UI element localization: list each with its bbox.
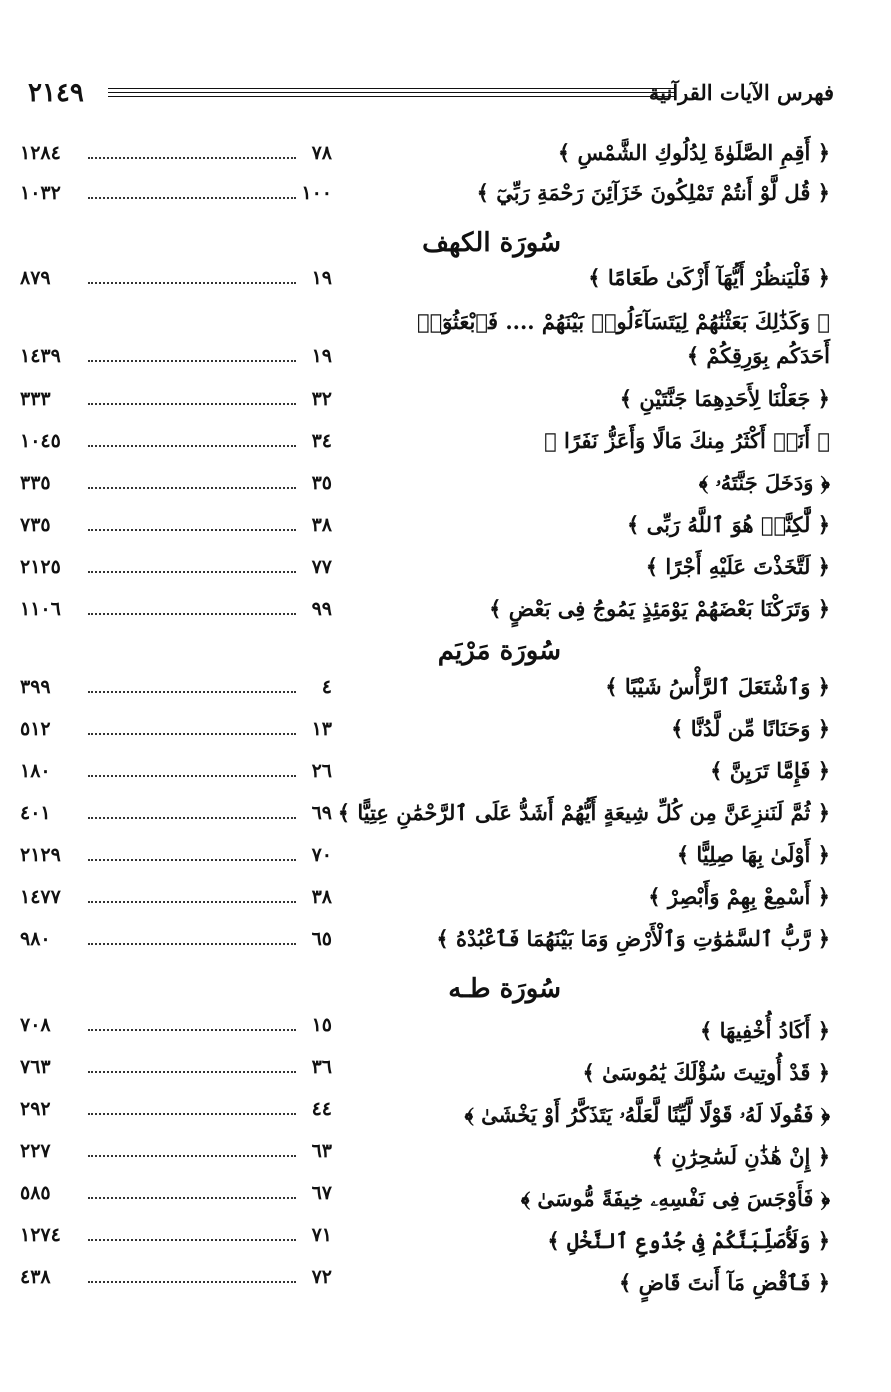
verse-text: ﴿ وَتَرَكْنَا بَعْضَهُمْ يَوْمَئِذٍ يَمُوجُ فِى بَعْضٍ ﴾ bbox=[489, 596, 830, 621]
verse-text: ﴿ فَٱقْضِ مَآ أَنتَ قَاضٍ ﴾ bbox=[618, 1270, 830, 1295]
index-row bbox=[20, 1220, 830, 1253]
verse-text: ﴿ رَّبُّ ٱلسَّمَٰوَٰتِ وَٱلْأَرْضِ وَمَا بَيْنَهُمَا فَٱعْبُدْهُ ﴾ bbox=[436, 926, 830, 951]
verse-text: ﴿ إِنْ هَٰذَٰنِ لَسَٰحِرَٰنِ ﴾ bbox=[651, 1144, 830, 1169]
leader-dots bbox=[88, 859, 296, 861]
ayah-number: ٣٢ bbox=[311, 388, 332, 410]
index-row bbox=[20, 384, 830, 414]
ayah-number: ٦٩ bbox=[311, 802, 332, 824]
verse-text: ﴿ أَنَا۠ أَكْثَرُ مِنكَ مَالًا وَأَعَزُّ نَفَرًا ﴾ bbox=[544, 428, 830, 453]
leader-dots bbox=[88, 1239, 296, 1241]
verse-text: ﴿ أَكَادُ أُخْفِيهَا ﴾ bbox=[700, 1018, 830, 1043]
header-rule bbox=[108, 88, 674, 89]
page-reference: ٧٦٣ bbox=[20, 1056, 51, 1078]
ayah-number: ١٩ bbox=[311, 267, 332, 289]
ayah-number: ٢٦ bbox=[311, 760, 332, 782]
ayah-number: ٣٦ bbox=[311, 1056, 332, 1078]
page-reference: ٣٩٩ bbox=[20, 676, 51, 698]
leader-dots bbox=[88, 1071, 296, 1073]
index-row bbox=[20, 138, 830, 168]
page-reference: ١٤٧٧ bbox=[20, 886, 61, 908]
page-reference: ٤٠١ bbox=[20, 802, 51, 824]
leader-dots bbox=[88, 1029, 296, 1031]
header-rule bbox=[108, 96, 674, 97]
verse-text: ﴿ فَأَوْجَسَ فِى نَفْسِهِۦ خِيفَةً مُّوسَىٰ ﴾ bbox=[520, 1186, 830, 1211]
index-row-continuation bbox=[20, 341, 830, 371]
ayah-number: ١٠٠ bbox=[301, 182, 332, 204]
verse-text: ﴿ قُل لَّوْ أَنتُمْ تَمْلِكُونَ خَزَآئِنَ رَحْمَةِ رَبِّيٓ ﴾ bbox=[476, 180, 830, 205]
page-reference: ١٨٠ bbox=[20, 760, 51, 782]
page-reference: ١٤٣٩ bbox=[20, 345, 61, 367]
ayah-number: ٦٣ bbox=[311, 1140, 332, 1162]
ayah-number: ٧٧ bbox=[311, 556, 332, 578]
index-row bbox=[20, 672, 830, 702]
leader-dots bbox=[88, 943, 296, 945]
verse-text: ﴿ فَإِمَّا تَرَيِنَّ ﴾ bbox=[710, 758, 830, 783]
ayah-number: ١٥ bbox=[311, 1014, 332, 1036]
leader-dots bbox=[88, 571, 296, 573]
ayah-number: ٣٨ bbox=[311, 886, 332, 908]
page-reference: ٨٧٩ bbox=[20, 267, 51, 289]
verse-text: ﴿ فَلْيَنظُرْ أَيُّهَآ أَزْكَىٰ طَعَامًا ﴾ bbox=[588, 265, 830, 290]
page-reference: ١١٠٦ bbox=[20, 598, 61, 620]
index-row bbox=[20, 714, 830, 744]
leader-dots bbox=[88, 1113, 296, 1115]
verse-text: ﴿ أَوْلَىٰ بِهَا صِلِيًّا ﴾ bbox=[676, 842, 830, 867]
ayah-number: ٧١ bbox=[311, 1224, 332, 1246]
page-reference: ٥٨٥ bbox=[20, 1182, 51, 1204]
leader-dots bbox=[88, 487, 296, 489]
page-reference: ٢٢٧ bbox=[20, 1140, 51, 1162]
ayah-number: ٧٨ bbox=[311, 142, 332, 164]
verse-text: ﴿ وَحَنَانًا مِّن لَّدُنَّا ﴾ bbox=[671, 716, 830, 741]
surah-title: سُورَة مَرْيَم bbox=[437, 636, 561, 666]
verse-text: ﴿ وَٱشْتَعَلَ ٱلرَّأْسُ شَيْبًا ﴾ bbox=[605, 674, 830, 699]
ayah-number: ٧٠ bbox=[311, 844, 332, 866]
header-title: فهرس الآيات القرآنية bbox=[648, 80, 834, 105]
leader-dots bbox=[88, 157, 296, 159]
page-reference: ١٠٣٢ bbox=[20, 182, 61, 204]
leader-dots bbox=[88, 1197, 296, 1199]
leader-dots bbox=[88, 775, 296, 777]
page-reference: ٩٨٠ bbox=[20, 928, 51, 950]
ayah-number: ٣٤ bbox=[311, 430, 332, 452]
index-row bbox=[20, 882, 830, 912]
ayah-number: ٦٧ bbox=[311, 1182, 332, 1204]
page-reference: ٢١٢٩ bbox=[20, 844, 61, 866]
index-row bbox=[20, 1178, 830, 1211]
leader-dots bbox=[88, 901, 296, 903]
leader-dots bbox=[88, 817, 296, 819]
leader-dots bbox=[88, 360, 296, 362]
verse-text: ﴿ لَتَّخَذْتَ عَلَيْهِ أَجْرًا ﴾ bbox=[645, 554, 830, 579]
ayah-number: ٤٤ bbox=[311, 1098, 332, 1120]
verse-text: ﴿ وَلَأُصَلِّبَنَّكُمْ فِى جُذُوعِ ٱلنَّخْلِ ﴾ bbox=[547, 1228, 830, 1253]
index-row bbox=[20, 1094, 830, 1127]
verse-text: ﴿ فَقُولَا لَهُۥ قَوْلًا لَّيِّنًا لَّعَلَّهُۥ يَتَذَكَّرُ أَوْ يَخْشَىٰ ﴾ bbox=[464, 1102, 830, 1127]
ayah-number: ٧٢ bbox=[311, 1266, 332, 1288]
index-row bbox=[20, 307, 830, 337]
index-row bbox=[20, 594, 830, 624]
page-header bbox=[28, 78, 834, 112]
surah-title: سُورَة الكهف bbox=[422, 228, 561, 258]
index-row bbox=[20, 510, 830, 540]
ayah-number: ١٩ bbox=[311, 345, 332, 367]
page-reference: ٣٣٣ bbox=[20, 388, 51, 410]
index-row bbox=[20, 263, 830, 293]
leader-dots bbox=[88, 529, 296, 531]
ayah-number: ٣٥ bbox=[311, 472, 332, 494]
verse-text: ﴿ وَدَخَلَ جَنَّتَهُۥ ﴾ bbox=[698, 470, 830, 495]
page-reference: ٧٠٨ bbox=[20, 1014, 51, 1036]
ayah-number: ٤ bbox=[321, 676, 332, 698]
page-reference: ١٠٤٥ bbox=[20, 430, 61, 452]
ayah-number: ٣٨ bbox=[311, 514, 332, 536]
verse-text: ﴿ أَقِمِ الصَّلَوٰةَ لِدُلُوكِ الشَّمْسِ ﴾ bbox=[557, 140, 830, 165]
page-reference: ٥١٢ bbox=[20, 718, 51, 740]
index-row bbox=[20, 840, 830, 870]
page-reference: ٣٣٥ bbox=[20, 472, 51, 494]
page-number: ٢١٤٩ bbox=[28, 78, 84, 108]
verse-text: ﴿ جَعَلْنَا لِأَحَدِهِمَا جَنَّتَيْنِ ﴾ bbox=[619, 386, 830, 411]
page-reference: ٧٣٥ bbox=[20, 514, 51, 536]
index-row bbox=[20, 1052, 830, 1085]
verse-text: ﴿ وَكَذَٰلِكَ بَعَثْنَٰهُمْ لِيَتَسَآءَلُوا۟ بَيْنَهُمْ .... فَٱبْعَثُوٓا۟ bbox=[417, 309, 830, 334]
header-rule bbox=[108, 92, 674, 93]
leader-dots bbox=[88, 1155, 296, 1157]
leader-dots bbox=[88, 613, 296, 615]
leader-dots bbox=[88, 1281, 296, 1283]
index-row bbox=[20, 468, 830, 498]
index-row bbox=[20, 178, 830, 208]
leader-dots bbox=[88, 403, 296, 405]
index-row bbox=[20, 924, 830, 954]
index-row bbox=[20, 1262, 830, 1295]
index-row bbox=[20, 552, 830, 582]
verse-text: ﴿ لَّٰكِنَّا۠ هُوَ ٱللَّهُ رَبِّى ﴾ bbox=[626, 512, 830, 537]
page-reference: ٤٣٨ bbox=[20, 1266, 51, 1288]
page-reference: ١٢٨٤ bbox=[20, 142, 61, 164]
verse-text: ﴿ أَسْمِعْ بِهِمْ وَأَبْصِرْ ﴾ bbox=[648, 884, 830, 909]
leader-dots bbox=[88, 282, 296, 284]
page-reference: ٢١٢٥ bbox=[20, 556, 61, 578]
index-row bbox=[20, 426, 830, 456]
index-row bbox=[20, 1136, 830, 1169]
leader-dots bbox=[88, 733, 296, 735]
leader-dots bbox=[88, 197, 296, 199]
verse-text-continuation: أَحَدَكُم بِوَرِقِكُمْ ﴾ bbox=[686, 343, 830, 368]
ayah-number: ١٣ bbox=[311, 718, 332, 740]
leader-dots bbox=[88, 691, 296, 693]
index-row bbox=[20, 756, 830, 786]
index-row bbox=[20, 798, 830, 828]
index-row bbox=[20, 1010, 830, 1043]
ayah-number: ٦٥ bbox=[311, 928, 332, 950]
verse-text: ﴿ قَدْ أُوتِيتَ سُؤْلَكَ يَٰمُوسَىٰ ﴾ bbox=[582, 1060, 830, 1085]
page-reference: ٢٩٢ bbox=[20, 1098, 51, 1120]
leader-dots bbox=[88, 445, 296, 447]
ayah-number: ٩٩ bbox=[311, 598, 332, 620]
page-reference: ١٢٧٤ bbox=[20, 1224, 61, 1246]
verse-text: ﴿ ثُمَّ لَنَنزِعَنَّ مِن كُلِّ شِيعَةٍ أَيُّهُمْ أَشَدُّ عَلَى ٱلرَّحْمَٰنِ عِتِيًّا ﴾ bbox=[337, 800, 830, 825]
surah-title: سُورَة طـه bbox=[448, 974, 561, 1004]
